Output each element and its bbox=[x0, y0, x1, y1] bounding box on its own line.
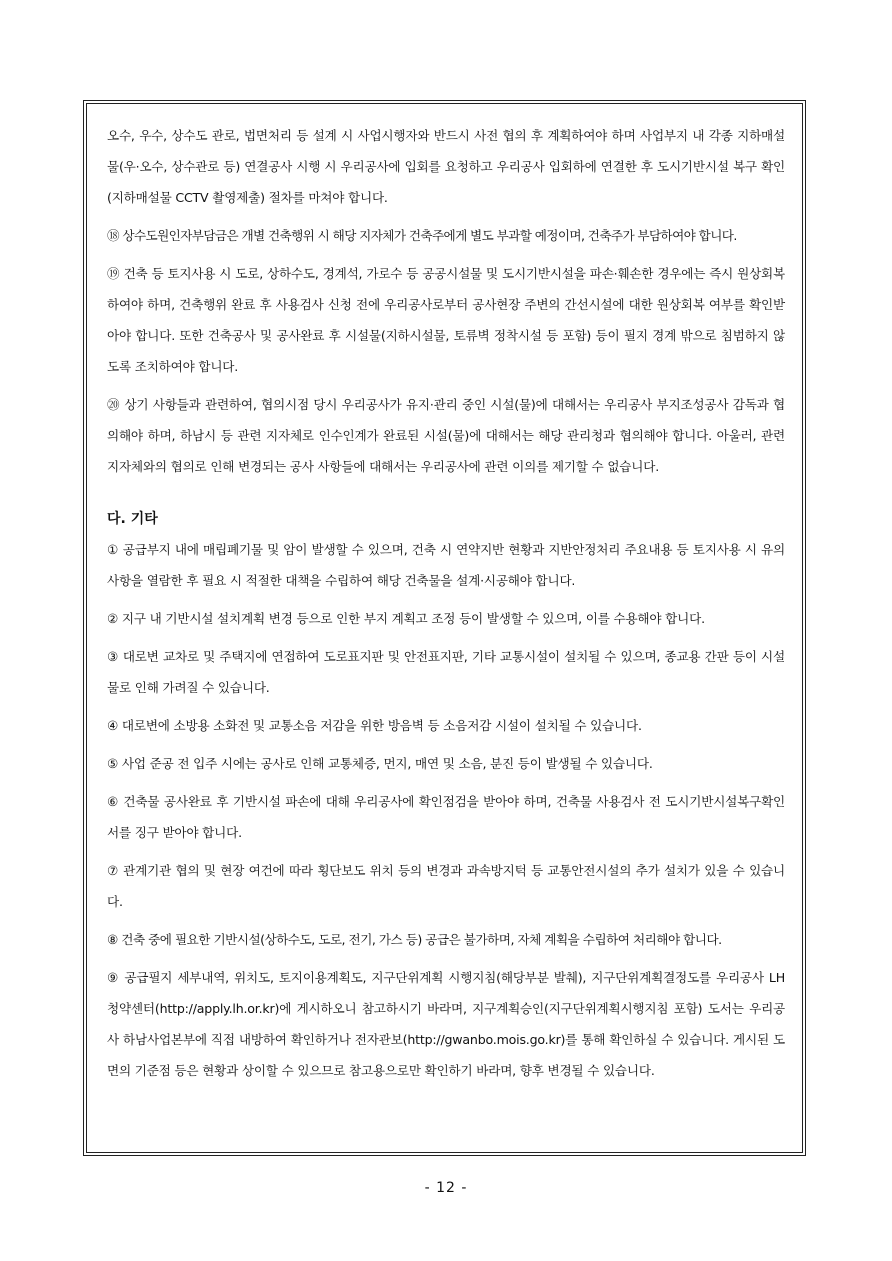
document-body bbox=[107, 120, 785, 1093]
paragraph-other-4: ④ 대로변에 소방용 소화전 및 교통소음 저감을 위한 방음벽 등 소음저감 시설이 설치될 수 있습니다. bbox=[107, 718, 642, 733]
paragraph-infrastructure-design: 오수, 우수, 상수도 관로, 법면처리 등 설계 시 사업시행자와 반드시 사전 협의 후 계획하여야 하며 사업부지 내 각종 지하매설물(우·오수, 상수관로 등) 연결공사 시행 시 우리공사에 입회를 요청하고 우리공사 입회하에 연결한 후 도시기반시설 복구 확인(지하매설물 CCTV 촬영제출) 절차를 마쳐야 합니다. bbox=[107, 128, 785, 205]
paragraph-other-9: ⑨ 공급필지 세부내역, 위치도, 토지이용계획도, 지구단위계획 시행지침(해당부분 발췌), 지구단위계획결정도를 우리공사 LH 청약센터(http://apply.lh.or.kr)에 게시하오니 참고하시기 바라며, 지구계획승인(지구단위계획시행지침 포함) 도서는 우리공사 하남사업본부에 직접 내방하여 확인하거나 전자관보(http://gwanbo.mois.go.kr)를 통해 확인하실 수 있습니다. 게시된 도면의 기준점 등은 현황과 상이할 수 있으므로 참고용으로만 확인하기 바라며, 향후 변경될 수 있습니다. bbox=[107, 970, 785, 1078]
paragraph-other-5: ⑤ 사업 준공 전 입주 시에는 공사로 인해 교통체증, 먼지, 매연 및 소음, 분진 등이 발생될 수 있습니다. bbox=[107, 756, 653, 771]
paragraph-other-1: ① 공급부지 내에 매립폐기물 및 암이 발생할 수 있으며, 건축 시 연약지반 현황과 지반안정처리 주요내용 등 토지사용 시 유의사항을 열람한 후 필요 시 적절한 대책을 수립하여 해당 건축물을 설계·시공해야 합니다. bbox=[107, 542, 785, 588]
paragraph-item-19: ⑲ 건축 등 토지사용 시 도로, 상하수도, 경계석, 가로수 등 공공시설물 및 도시기반시설을 파손·훼손한 경우에는 즉시 원상회복 하여야 하며, 건축행위 완료 후 사용검사 신청 전에 우리공사로부터 공사현장 주변의 간선시설에 대한 원상회복 여부를 확인받아야 합니다. 또한 건축공사 및 공사완료 후 시설물(지하시설물, 토류벽 정착시설 등 포함) 등이 필지 경계 밖으로 침범하지 않도록 조치하여야 합니다. bbox=[107, 266, 785, 374]
section-heading: 다. 기타 bbox=[107, 511, 158, 527]
paragraph-item-20: ⑳ 상기 사항들과 관련하여, 협의시점 당시 우리공사가 유지·관리 중인 시설(물)에 대해서는 우리공사 부지조성공사 감독과 협의해야 하며, 하남시 등 관련 지자체로 인수인계가 완료된 시설(물)에 대해서는 해당 관리청과 협의해야 합니다. 아울러, 관련 지자체와의 협의로 인해 변경되는 공사 사항들에 대해서는 우리공사에 관련 이의를 제기할 수 없습니다. bbox=[107, 397, 785, 474]
paragraph-other-6: ⑥ 건축물 공사완료 후 기반시설 파손에 대해 우리공사에 확인점검을 받아야 하며, 건축물 사용검사 전 도시기반시설복구확인서를 징구 받아야 합니다. bbox=[107, 794, 785, 840]
page-number: - 12 - bbox=[424, 1180, 468, 1196]
paragraph-item-18: ⑱ 상수도원인자부담금은 개별 건축행위 시 해당 지자체가 건축주에게 별도 부과할 예정이며, 건축주가 부담하여야 합니다. bbox=[107, 228, 737, 243]
paragraph-other-8: ⑧ 건축 중에 필요한 기반시설(상하수도, 도로, 전기, 가스 등) 공급은 불가하며, 자체 계획을 수립하여 처리해야 합니다. bbox=[107, 932, 722, 947]
paragraph-other-7: ⑦ 관계기관 협의 및 현장 여건에 따라 횡단보도 위치 등의 변경과 과속방지턱 등 교통안전시설의 추가 설치가 있을 수 있습니다. bbox=[107, 863, 785, 909]
paragraph-other-3: ③ 대로변 교차로 및 주택지에 연접하여 도로표지판 및 안전표지판, 기타 교통시설이 설치될 수 있으며, 종교용 간판 등이 시설물로 인해 가려질 수 있습니다. bbox=[107, 649, 785, 695]
paragraph-other-2: ② 지구 내 기반시설 설치계획 변경 등으로 인한 부지 계획고 조정 등이 발생할 수 있으며, 이를 수용해야 합니다. bbox=[107, 611, 705, 626]
